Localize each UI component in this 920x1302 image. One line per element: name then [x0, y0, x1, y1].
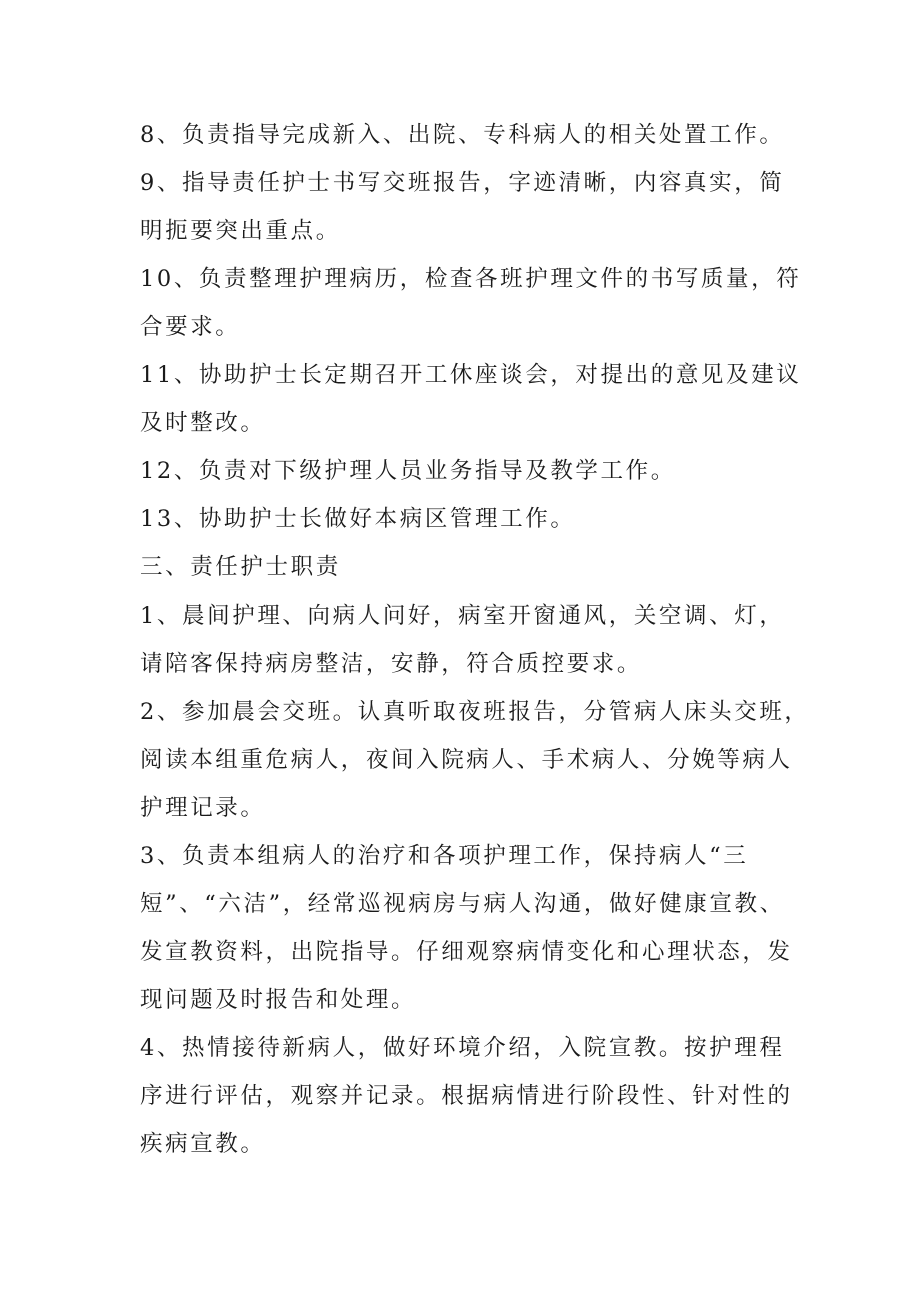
duty-3-line-1: 3、负责本组病人的治疗和各项护理工作，保持病人“三 [140, 843, 749, 869]
paragraph-12-line-1: 12、负责对下级护理人员业务指导及教学工作。 [140, 458, 676, 484]
duty-1-line-1: 1、晨间护理、向病人问好，病室开窗通风，关空调、灯， [140, 603, 785, 629]
duty-3-line-3: 发宣教资料，出院指导。仔细观察病情变化和心理状态，发 [140, 939, 793, 965]
paragraph-10-line-1: 10、负责整理护理病历，检查各班护理文件的书写质量，符 [140, 266, 802, 292]
duty-4-line-1: 4、热情接待新病人，做好环境介绍，入院宣教。按护理程 [140, 1035, 785, 1061]
duty-2-line-1: 2、参加晨会交班。认真听取夜班报告，分管病人床头交班， [140, 699, 810, 725]
paragraph-8-line-1: 8、负责指导完成新入、出院、专科病人的相关处置工作。 [140, 122, 785, 148]
duty-1-line-2: 请陪客保持病房整洁，安静，符合质控要求。 [140, 651, 643, 677]
duty-2-line-3: 护理记录。 [140, 795, 266, 821]
duty-4-line-3: 疾病宣教。 [140, 1131, 266, 1157]
section-heading-3: 三、责任护士职责 [140, 554, 341, 580]
paragraph-11-line-2: 及时整改。 [140, 410, 266, 436]
duty-2-line-2: 阅读本组重危病人，夜间入院病人、手术病人、分娩等病人 [140, 747, 793, 773]
paragraph-9-line-2: 明扼要突出重点。 [140, 218, 341, 244]
paragraph-10-line-2: 合要求。 [140, 314, 241, 340]
duty-3-line-4: 现问题及时报告和处理。 [140, 987, 417, 1013]
paragraph-11-line-1: 11、协助护士长定期召开工休座谈会，对提出的意见及建议 [140, 362, 802, 388]
duty-3-line-2: 短”、“六洁”，经常巡视病房与病人沟通，做好健康宣教、 [140, 891, 785, 917]
paragraph-9-line-1: 9、指导责任护士书写交班报告，字迹清晰，内容真实，简 [140, 170, 785, 196]
duty-4-line-2: 序进行评估，观察并记录。根据病情进行阶段性、针对性的 [140, 1083, 793, 1109]
paragraph-13-line-1: 13、协助护士长做好本病区管理工作。 [140, 506, 576, 532]
